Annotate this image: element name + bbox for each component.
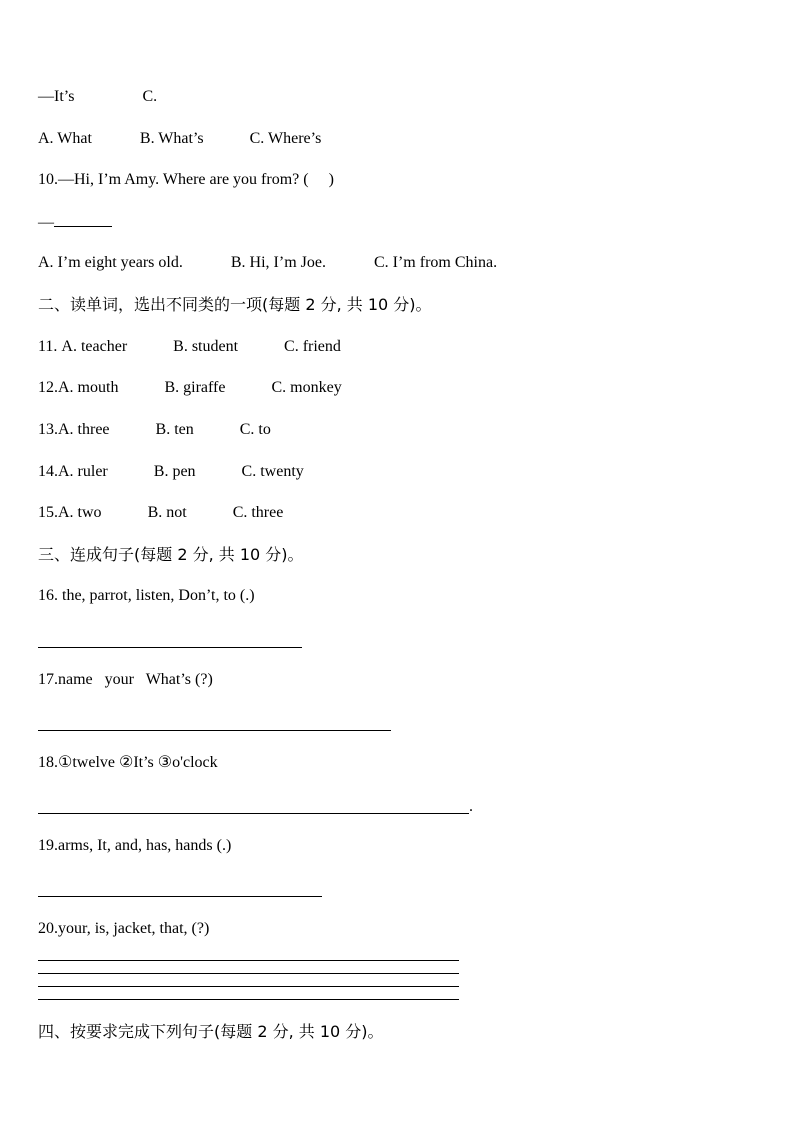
option-c[interactable]: C. friend	[284, 338, 341, 355]
q17-answer-line[interactable]	[38, 730, 391, 731]
option-c[interactable]: C. three	[232, 504, 284, 521]
q16-answer-line[interactable]	[38, 647, 302, 648]
q18-answer-line[interactable]	[38, 813, 469, 814]
q20-answer-line[interactable]	[38, 960, 459, 961]
option-a[interactable]: A. What	[38, 130, 92, 147]
option-c[interactable]: C. monkey	[271, 379, 342, 396]
q17-prompt: 17.name your What’s (?)	[38, 671, 213, 688]
option-c[interactable]: C. I’m from China.	[373, 254, 498, 271]
option-b[interactable]: B. Hi, I’m Joe.	[230, 254, 326, 271]
section-3-title: 三、连成句子(每题 2 分, 共 10 分)。	[38, 545, 304, 564]
option-c[interactable]: C. twenty	[241, 463, 304, 480]
option-a[interactable]: A. two	[58, 504, 102, 521]
q18-end-period: .	[469, 798, 473, 815]
option-b[interactable]: B. not	[147, 504, 187, 521]
q19-prompt: 19.arms, It, and, has, hands (.)	[38, 837, 232, 854]
option-a[interactable]: A. I’m eight years old.	[38, 254, 183, 271]
option-a[interactable]: A. ruler	[58, 463, 108, 480]
q9-options	[38, 129, 321, 149]
q18-prompt: 18.①twelve ②It’s ③o'clock	[38, 754, 218, 771]
q20-answer-line[interactable]	[38, 999, 459, 1000]
q20-answer-line[interactable]	[38, 973, 459, 974]
option-b[interactable]: B. giraffe	[164, 379, 226, 396]
q10-answer-line: —	[38, 212, 112, 233]
q10-stem: 10.—Hi, I’m Amy. Where are you from? ( )	[38, 171, 334, 188]
section-4-title: 四、按要求完成下列句子(每题 2 分, 共 10 分)。	[38, 1022, 384, 1041]
q10-options	[38, 253, 497, 273]
option-c[interactable]: C. to	[239, 421, 271, 438]
q20-answer-line[interactable]	[38, 986, 459, 987]
option-b[interactable]: B. What’s	[139, 130, 204, 147]
answer-blank[interactable]	[54, 212, 112, 227]
section-2-title: 二、读单词，选出不同类的一项(每题 2 分, 共 10 分)。	[38, 295, 432, 314]
q14: 14.A. ruler B. pen C. twenty	[38, 463, 304, 480]
q15: 15.A. two B. not C. three	[38, 504, 284, 521]
q11: 11. A. teacher B. student C. friend	[38, 338, 341, 355]
option-b[interactable]: B. pen	[153, 463, 196, 480]
q9-answer-line: —It’s C.	[38, 88, 158, 105]
option-b[interactable]: B. student	[173, 338, 239, 355]
option-a[interactable]: A. three	[58, 421, 110, 438]
option-b[interactable]: B. ten	[155, 421, 194, 438]
q12: 12.A. mouth B. giraffe C. monkey	[38, 379, 342, 396]
q16-prompt: 16. the, parrot, listen, Don’t, to (.)	[38, 587, 255, 604]
option-a[interactable]: A. mouth	[58, 379, 119, 396]
q13: 13.A. three B. ten C. to	[38, 421, 271, 438]
q19-answer-line[interactable]	[38, 896, 322, 897]
q20-prompt: 20.your, is, jacket, that, (?)	[38, 920, 210, 937]
option-a[interactable]: A. teacher	[61, 338, 128, 355]
option-c[interactable]: C. Where’s	[249, 130, 322, 147]
